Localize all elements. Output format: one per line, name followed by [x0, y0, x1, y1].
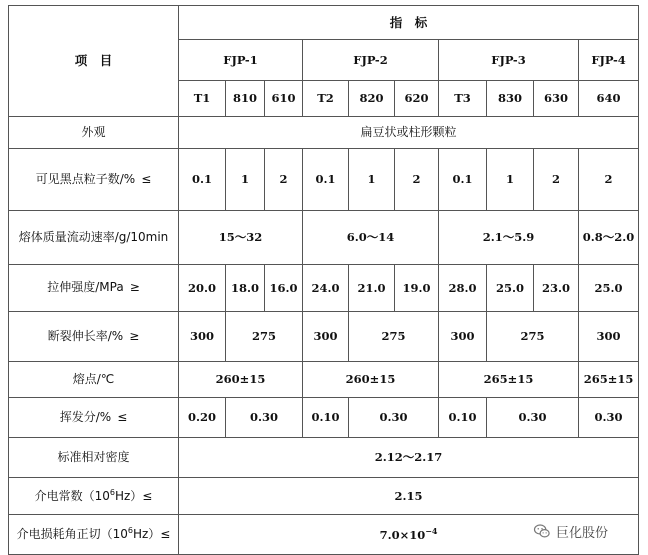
spec-table	[8, 5, 639, 555]
watermark-text: 巨化股份	[556, 525, 609, 541]
cell-value: 300	[179, 312, 226, 362]
le-symbol: ≤	[141, 171, 152, 186]
cell-value: 265±15	[439, 362, 579, 398]
row-label: 介电损耗角正切$(10^6Hz)\le$	[9, 515, 179, 555]
cell-value: 20.0	[179, 265, 226, 312]
ge-symbol: ≥	[129, 280, 140, 295]
cell-value: 2.15	[179, 478, 639, 515]
grade-header: T1	[179, 81, 226, 117]
cell-value: $7.0\times 10^{-4}$	[179, 515, 639, 555]
grade-header: 620	[395, 81, 439, 117]
cell-value: 300	[303, 312, 349, 362]
group-header-fjp1: FJP-1	[179, 40, 303, 81]
cell-value: 16.0	[265, 265, 303, 312]
wechat-icon	[533, 522, 551, 540]
ge-symbol: ≥	[129, 328, 140, 343]
cell-value: 265±15	[579, 362, 639, 398]
group-header-fjp3: FJP-3	[439, 40, 579, 81]
table-row-melting-point	[9, 362, 639, 398]
grade-header: 830	[487, 81, 534, 117]
cell-value: 扁豆状或柱形颗粒	[179, 117, 639, 149]
cell-value: 1	[349, 149, 395, 211]
cell-value: 23.0	[534, 265, 579, 312]
cell-value: 1	[487, 149, 534, 211]
cell-value: 28.0	[439, 265, 487, 312]
cell-value: 0.30	[487, 398, 579, 438]
row-label: 挥发分/% ≤	[9, 398, 179, 438]
cell-value: 0.20	[179, 398, 226, 438]
table-row-volatiles	[9, 398, 639, 438]
item-header: 项 目	[9, 6, 179, 117]
grade-header: 610	[265, 81, 303, 117]
cell-value: 2.12～2.17	[179, 438, 639, 478]
cell-value: 6.0～14	[303, 211, 439, 265]
cell-value: 0.1	[439, 149, 487, 211]
table-row-melt-flow	[9, 211, 639, 265]
cell-value: 0.30	[226, 398, 303, 438]
cell-value: 25.0	[487, 265, 534, 312]
cell-value: 0.30	[349, 398, 439, 438]
cell-value: 2	[579, 149, 639, 211]
cell-value: 300	[439, 312, 487, 362]
row-label: 标准相对密度	[9, 438, 179, 478]
grade-header: 810	[226, 81, 265, 117]
cell-value: 19.0	[395, 265, 439, 312]
cell-value: 275	[226, 312, 303, 362]
table-row-elongation	[9, 312, 639, 362]
table-row-black-particles	[9, 149, 639, 211]
cell-value: 0.10	[303, 398, 349, 438]
table-row-appearance	[9, 117, 639, 149]
cell-value: 0.1	[179, 149, 226, 211]
cell-value: 0.30	[579, 398, 639, 438]
cell-value: 2	[534, 149, 579, 211]
grade-header: 820	[349, 81, 395, 117]
cell-value: 24.0	[303, 265, 349, 312]
cell-value: 260±15	[179, 362, 303, 398]
cell-value: 260±15	[303, 362, 439, 398]
group-header-fjp4: FJP-4	[579, 40, 639, 81]
row-label: 介电常数$(10^6Hz)\le$	[9, 478, 179, 515]
cell-value: 2	[265, 149, 303, 211]
row-label: 断裂伸长率/% ≥	[9, 312, 179, 362]
cell-value: 2.1～5.9	[439, 211, 579, 265]
le-symbol: ≤	[117, 409, 128, 424]
cell-value: 1	[226, 149, 265, 211]
grade-header: T2	[303, 81, 349, 117]
cell-value: 21.0	[349, 265, 395, 312]
cell-value: 0.8～2.0	[579, 211, 639, 265]
indicator-header: 指 标	[179, 6, 639, 40]
row-label: 外观	[9, 117, 179, 149]
group-header-fjp2: FJP-2	[303, 40, 439, 81]
table-row-density	[9, 438, 639, 478]
cell-value: 275	[349, 312, 439, 362]
watermark	[533, 520, 608, 542]
row-label: 熔体质量流动速率/g/10min	[9, 211, 179, 265]
cell-value: 300	[579, 312, 639, 362]
cell-value: 275	[487, 312, 579, 362]
cell-value: 0.10	[439, 398, 487, 438]
row-label: 可见黑点粒子数/% ≤	[9, 149, 179, 211]
cell-value: 25.0	[579, 265, 639, 312]
row-label: 拉伸强度/MPa ≥	[9, 265, 179, 312]
table-row-dielectric-constant	[9, 478, 639, 515]
table-row-tensile	[9, 265, 639, 312]
grade-header: 630	[534, 81, 579, 117]
cell-value: 15～32	[179, 211, 303, 265]
cell-value: 2	[395, 149, 439, 211]
cell-value: 18.0	[226, 265, 265, 312]
grade-header: T3	[439, 81, 487, 117]
grade-header: 640	[579, 81, 639, 117]
cell-value: 0.1	[303, 149, 349, 211]
row-label: 熔点/℃	[9, 362, 179, 398]
